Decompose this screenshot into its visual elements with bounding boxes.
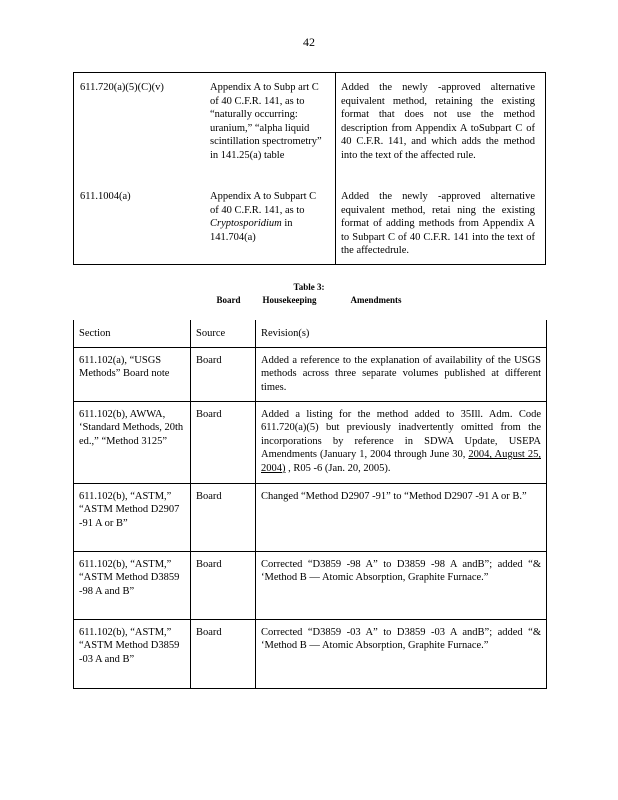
table-cell-source: Board [191,401,256,483]
table-row [74,401,547,483]
table-cell-revision: Added the newly -approved alternative equivalent method, retaining the existing format that does not use the method description from Appendix A toSubpart C of 40 C.F.R. 141, and which adds the method into the text of the affected rule. [341,82,535,161]
revision-text: Added a listing for the method added to 35Ill. Adm. Code 611.720(a)(5) but previously inadvertently omitted from the incorporations by reference in SDWA Update, USEPA Amendments (January 1, 2004 through June 30, [261,408,541,461]
caption-word: Housekeeping [262,295,317,305]
table-row [74,483,547,551]
table-row [74,551,547,619]
table-cell-section: 611.102(b), “ASTM,” “ASTM Method D3859 -03 A and B” [74,619,191,688]
table-cell-section: 611.102(b), “ASTM,” “ASTM Method D3859 -98 A and B” [74,551,191,619]
table-cell-revision: Corrected “D3859 -98 A” to D3859 -98 A andB”; added “& ‘Method B — Atomic Absorption, Graphite Furnace.” [256,551,547,619]
table-cell-source [210,190,324,244]
table-cell-revision: Changed “Method D2907 -91” to “Method D2907 -91 A or B.” [256,483,547,551]
table-row [74,619,547,688]
table-cell-source: Board [191,483,256,551]
revision-underlined-text: 2004, August 25, 2004) [261,449,541,474]
table-cell-source: Board [191,619,256,688]
table-cell-section: 611.102(a), “USGS Methods” Board note [74,347,191,401]
header-section: Section [74,320,191,347]
table-caption-number: Table 3: [293,282,325,292]
header-source: Source [191,320,256,347]
source-italic-text: Cryptosporidium [210,218,282,230]
table-cell-source: Board [191,347,256,401]
table-cell-section: 611.1004(a) [80,191,131,202]
caption-word: Board [216,295,241,305]
table-caption-title [0,294,618,306]
table-cell-revision: Added the newly -approved alternative equivalent method, retai ning the existing format of adding methods from Appendix A to Subpart C of 40 C.F.R. 141 into the text of the affectedrule. [341,191,535,257]
table-cell-revision: Corrected “D3859 -03 A” to D3859 -03 A andB”; added “& ‘Method B — Atomic Absorption, Graphite Furnace.” [256,619,547,688]
page-number: 42 [303,35,315,49]
source-text: in 141.704(a) [210,218,293,243]
table-row [74,347,547,401]
table-cell-revision [256,401,547,483]
revision-text: , R05 -6 (Jan. 20, 2005). [285,462,391,474]
table-cell-section: 611.720(a)(5)(C)(v) [80,82,164,93]
header-revision: Revision(s) [256,320,547,347]
housekeeping-amendments-table [73,320,547,689]
table-cell-section: 611.102(b), “ASTM,” “ASTM Method D2907 -91 A or B” [74,483,191,551]
continued-table [73,72,546,265]
source-text: Appendix A to Subpart C of 40 C.F.R. 141, as to [210,191,317,216]
table-cell-source: Board [191,551,256,619]
table-cell-section: 611.102(b), AWWA, ‘Standard Methods, 20th ed.,” “Method 3125” [74,401,191,483]
table-cell-revision: Added a reference to the explanation of availability of the USGS methods across three separate volumes published at different times. [256,347,547,401]
caption-word: Amendments [350,295,402,305]
table-header-row [74,320,547,347]
column-divider [335,73,336,264]
table-cell-source: Appendix A to Subp art C of 40 C.F.R. 141, as to “naturally occurring: uranium,” “alpha liquid scintillation spectrometry” in 141.25(a) table [210,82,322,161]
